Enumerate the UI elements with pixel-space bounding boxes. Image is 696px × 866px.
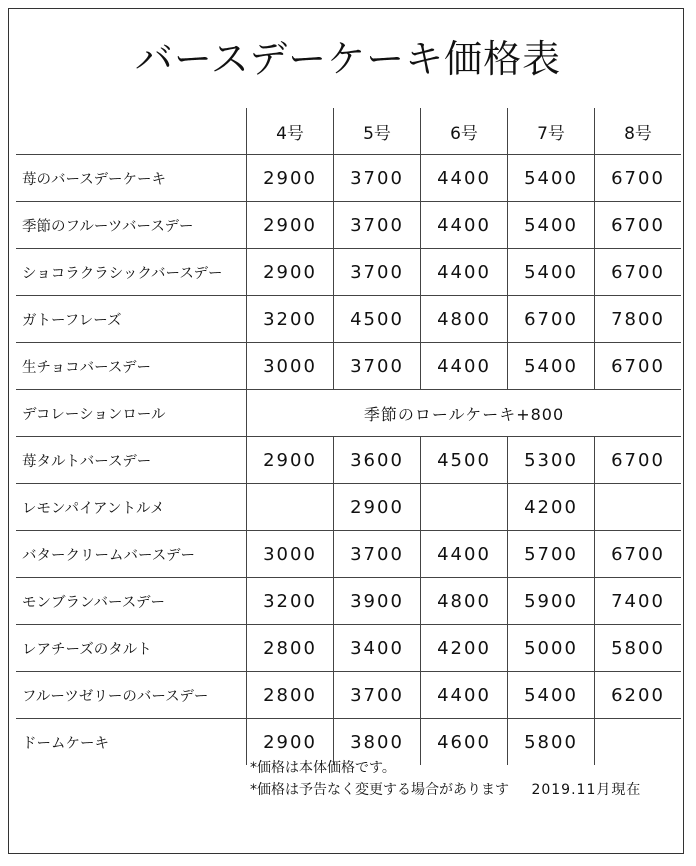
size-header: 7号 [508, 108, 595, 155]
as-of-date: 2019.11月現在 [531, 782, 642, 798]
cake-name: ガトーフレーズ [16, 296, 247, 343]
cake-name: ショコラクラシックバースデー [16, 249, 247, 296]
footnote-change [250, 779, 641, 801]
price-cell: 3000 [247, 531, 334, 578]
price-cell: 6700 [508, 296, 595, 343]
price-cell: 5300 [508, 437, 595, 484]
table-row [16, 390, 681, 437]
price-cell: 5400 [508, 343, 595, 390]
cake-name: モンブランバースデー [16, 578, 247, 625]
price-cell: 3700 [334, 249, 421, 296]
price-cell: 5400 [508, 155, 595, 202]
size-header-row [16, 108, 681, 155]
size-header: 5号 [334, 108, 421, 155]
price-cell: 4400 [421, 249, 508, 296]
table-row [16, 437, 681, 484]
footnotes [250, 757, 641, 801]
size-header: 4号 [247, 108, 334, 155]
price-cell: 3900 [334, 578, 421, 625]
table-row [16, 625, 681, 672]
price-cell: 4500 [334, 296, 421, 343]
footnote-tax: *価格は本体価格です。 [250, 760, 396, 776]
price-cell: 6700 [595, 343, 682, 390]
price-cell: 3400 [334, 625, 421, 672]
price-cell: 3200 [247, 578, 334, 625]
price-cell: 3800 [334, 719, 421, 766]
price-cell [421, 484, 508, 531]
price-cell: 5900 [508, 578, 595, 625]
price-cell: 6700 [595, 202, 682, 249]
price-cell [595, 484, 682, 531]
cake-name: 生チョコバースデー [16, 343, 247, 390]
price-cell: 3700 [334, 343, 421, 390]
price-cell: 5800 [508, 719, 595, 766]
price-cell: 2800 [247, 625, 334, 672]
price-cell: 4400 [421, 155, 508, 202]
price-cell: 7800 [595, 296, 682, 343]
price-cell: 3600 [334, 437, 421, 484]
price-cell: 5400 [508, 249, 595, 296]
price-cell: 4400 [421, 672, 508, 719]
price-cell: 6700 [595, 249, 682, 296]
cake-name: 苺タルトバースデー [16, 437, 247, 484]
price-cell: 5400 [508, 202, 595, 249]
price-cell: 5800 [595, 625, 682, 672]
price-cell: 2900 [247, 155, 334, 202]
price-cell: 4400 [421, 531, 508, 578]
cake-name: デコレーションロール [16, 390, 247, 437]
table-row [16, 296, 681, 343]
price-cell: 5700 [508, 531, 595, 578]
price-cell: 4400 [421, 343, 508, 390]
size-header: 6号 [421, 108, 508, 155]
price-cell: 6700 [595, 155, 682, 202]
price-table [16, 108, 681, 765]
price-cell: 7400 [595, 578, 682, 625]
price-cell: 6700 [595, 531, 682, 578]
price-cell: 4500 [421, 437, 508, 484]
table-row [16, 484, 681, 531]
cake-name: ドームケーキ [22, 735, 109, 752]
price-cell: 6200 [595, 672, 682, 719]
price-cell: 4600 [421, 719, 508, 766]
cake-name: レモンパイアントルメ [16, 484, 247, 531]
price-cell: 2900 [247, 202, 334, 249]
price-cell: 4200 [508, 484, 595, 531]
price-cell: 3000 [247, 343, 334, 390]
table-row [16, 578, 681, 625]
price-cell: 4800 [421, 296, 508, 343]
price-cell: 4400 [421, 202, 508, 249]
price-cell: 5400 [508, 672, 595, 719]
cake-name: バタークリームバースデー [16, 531, 247, 578]
price-cell: 3200 [247, 296, 334, 343]
price-cell: 3700 [334, 202, 421, 249]
price-cell [247, 484, 334, 531]
cake-name: フルーツゼリーのバースデー [16, 672, 247, 719]
table-row [16, 202, 681, 249]
table-row [16, 672, 681, 719]
price-cell: 3700 [334, 531, 421, 578]
size-header: 8号 [595, 108, 682, 155]
table-row [16, 531, 681, 578]
price-cell: 3700 [334, 672, 421, 719]
price-cell: 2800 [247, 672, 334, 719]
price-cell: 2900 [334, 484, 421, 531]
roll-cake-note: 季節のロールケーキ+800 [247, 390, 682, 437]
price-cell: 3700 [334, 155, 421, 202]
price-cell: 2900 [247, 719, 334, 766]
cake-name: 季節のフルーツバースデー [16, 202, 247, 249]
cake-name: 苺のバースデーケーキ [16, 155, 247, 202]
price-cell: 5000 [508, 625, 595, 672]
price-cell: 2900 [247, 249, 334, 296]
table-row [16, 155, 681, 202]
page-title: バースデーケーキ価格表 [134, 37, 562, 81]
price-cell: 6700 [595, 437, 682, 484]
price-cell: 4800 [421, 578, 508, 625]
footnote-change-text: *価格は予告なく変更する場合があります [250, 782, 509, 798]
table-row [16, 249, 681, 296]
table-row [16, 343, 681, 390]
header-corner [16, 108, 247, 155]
price-cell: 4200 [421, 625, 508, 672]
cake-name: レアチーズのタルト [16, 625, 247, 672]
price-cell: 2900 [247, 437, 334, 484]
